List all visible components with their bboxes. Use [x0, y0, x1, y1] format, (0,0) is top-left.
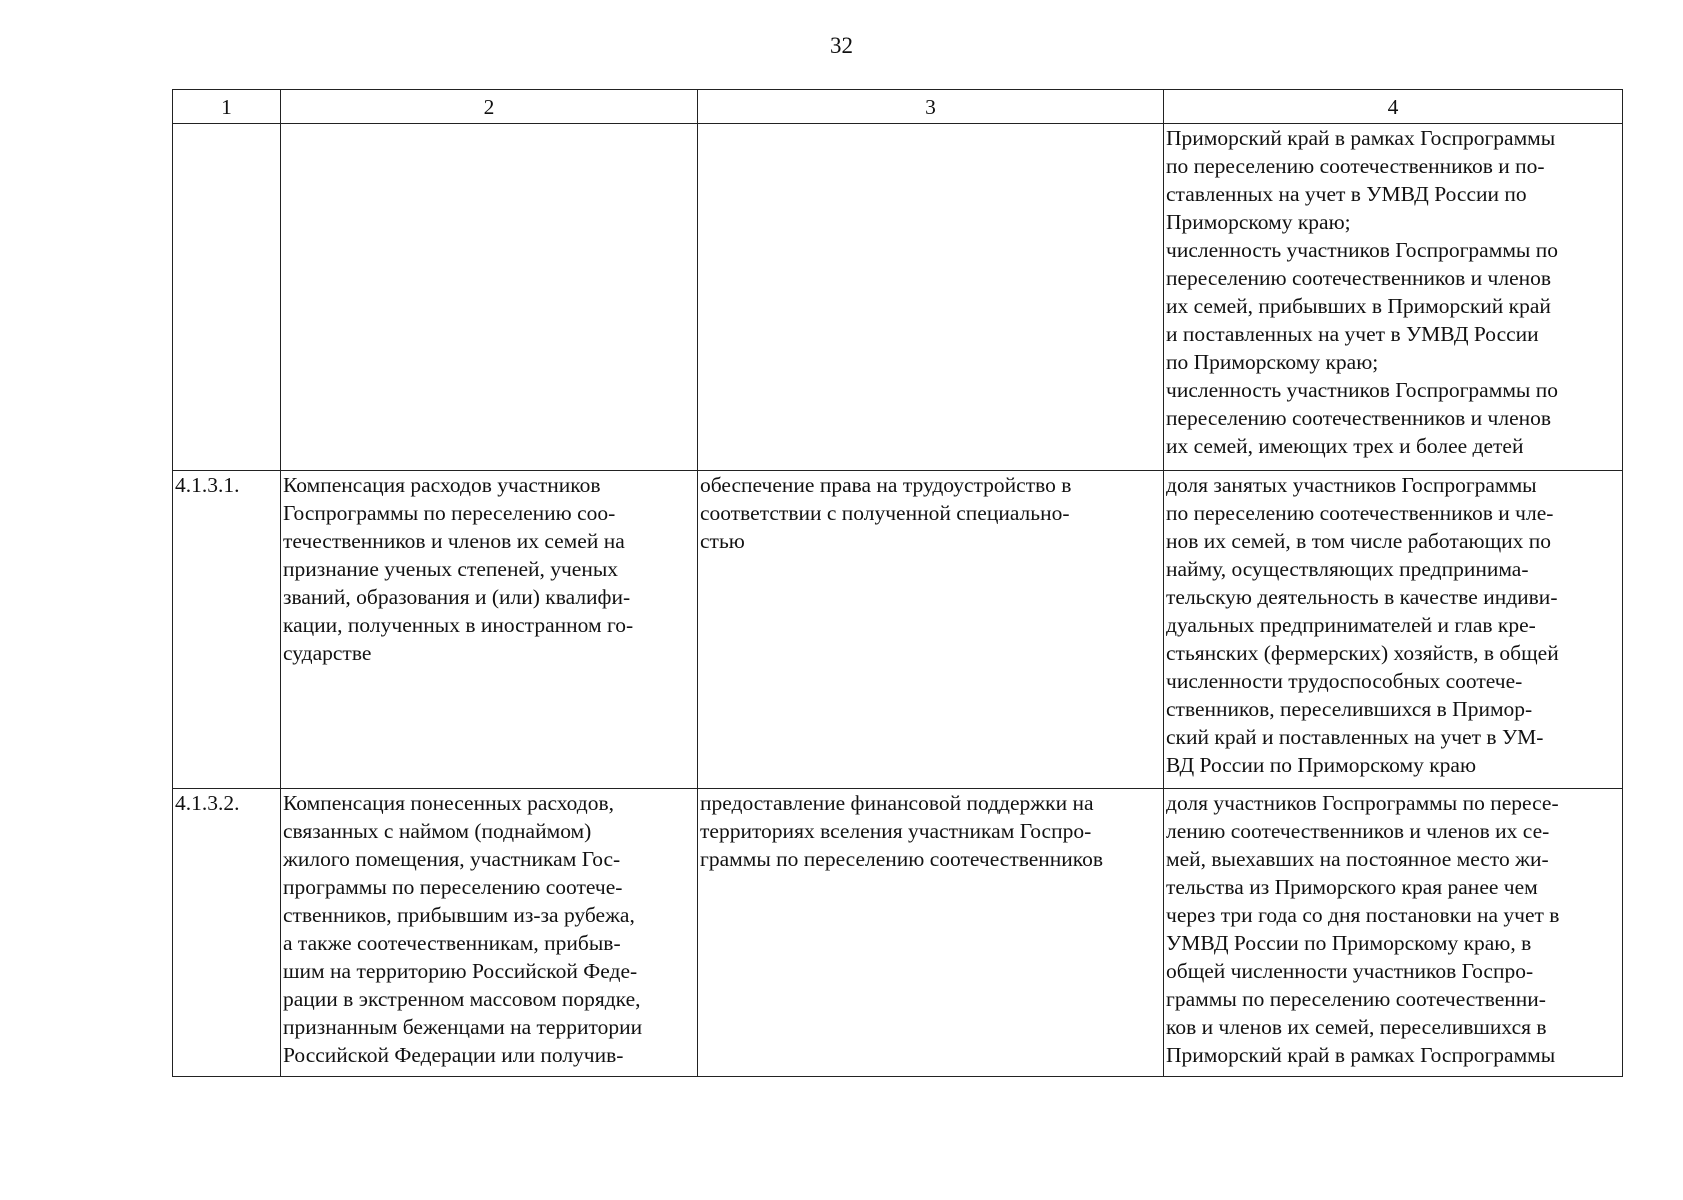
indicator-text: доля участников Госпрограммы по пересе- лению соотечественников и членов их се- мей, выехавших на постоянное место жи- тельства из Приморского края ранее чем через три года со дня постановки на учет в УМВД России по Приморскому краю, в общей численности участников Госпро- граммы по переселению соотечественни- ков и членов их семей, переселившихся в Приморский край в рамках Госпрограммы — [1166, 791, 1560, 1067]
activity-text: Компенсация расходов участников Госпрограммы по переселению соо- течественников и членов их семей на признание ученых степеней, ученых званий, образования и (или) квалифи- кации, полученных в иностранном го- сударстве — [283, 473, 634, 665]
activity-cell — [281, 124, 698, 471]
row-number: 4.1.3.1. — [175, 473, 240, 497]
activity-text: Компенсация понесенных расходов, связанных с наймом (поднаймом) жилого помещения, участникам Гос- программы по переселению соотече- ственников, прибывшим из-за рубежа, а также соотечественникам, прибыв- шим на территорию Российской Феде- рации в экстренном массовом порядке, признанным беженцами на территории Российской Федерации или получив- — [283, 791, 643, 1067]
measures-table — [172, 89, 1623, 1077]
indicator-text: доля занятых участников Госпрограммы по переселению соотечественников и чле- нов их семей, в том числе работающих по найму, осуществляющих предпринима- тельскую деятельность в качестве индиви- дуальных предпринимателей и глав кре- стьянских (фермерских) хозяйств, в общей численности трудоспособных соотече- ственников, переселившихся в Примор- ский край и поставленных на учет в УМ- ВД России по Приморскому краю — [1166, 473, 1559, 777]
result-text: предоставление финансовой поддержки на территориях вселения участникам Госпро- граммы по переселению соотечественников — [700, 791, 1104, 871]
activity-cell — [281, 789, 698, 1077]
indicator-cell — [1164, 471, 1623, 789]
result-cell — [698, 789, 1164, 1077]
column-header-4: 4 — [1164, 90, 1623, 124]
indicator-cell — [1164, 124, 1623, 471]
page-number: 32 — [830, 33, 853, 58]
activity-cell — [281, 471, 698, 789]
result-text: обеспечение права на трудоустройство в соответствии с полученной специально- стью — [700, 473, 1072, 553]
table-row — [173, 124, 1623, 471]
result-cell — [698, 471, 1164, 789]
row-number-cell — [173, 789, 281, 1077]
indicator-text: Приморский край в рамках Госпрограммы по переселению соотечественников и по- ставленных на учет в УМВД России по Приморскому краю; численность участников Госпрограммы по переселению соотечественников и членов их семей, прибывших в Приморский край и поставленных на учет в УМВД России по Приморскому краю; численность участников Госпрограммы по переселению соотечественников и членов их семей, имеющих трех и более детей — [1166, 126, 1559, 458]
column-header-2: 2 — [281, 90, 698, 124]
column-header-1: 1 — [173, 90, 281, 124]
row-number-cell — [173, 471, 281, 789]
table-row — [173, 471, 1623, 789]
row-number-cell — [173, 124, 281, 471]
table-header-row — [173, 90, 1623, 124]
result-cell — [698, 124, 1164, 471]
row-number: 4.1.3.2. — [175, 791, 240, 815]
table-row — [173, 789, 1623, 1077]
column-header-3: 3 — [698, 90, 1164, 124]
indicator-cell — [1164, 789, 1623, 1077]
